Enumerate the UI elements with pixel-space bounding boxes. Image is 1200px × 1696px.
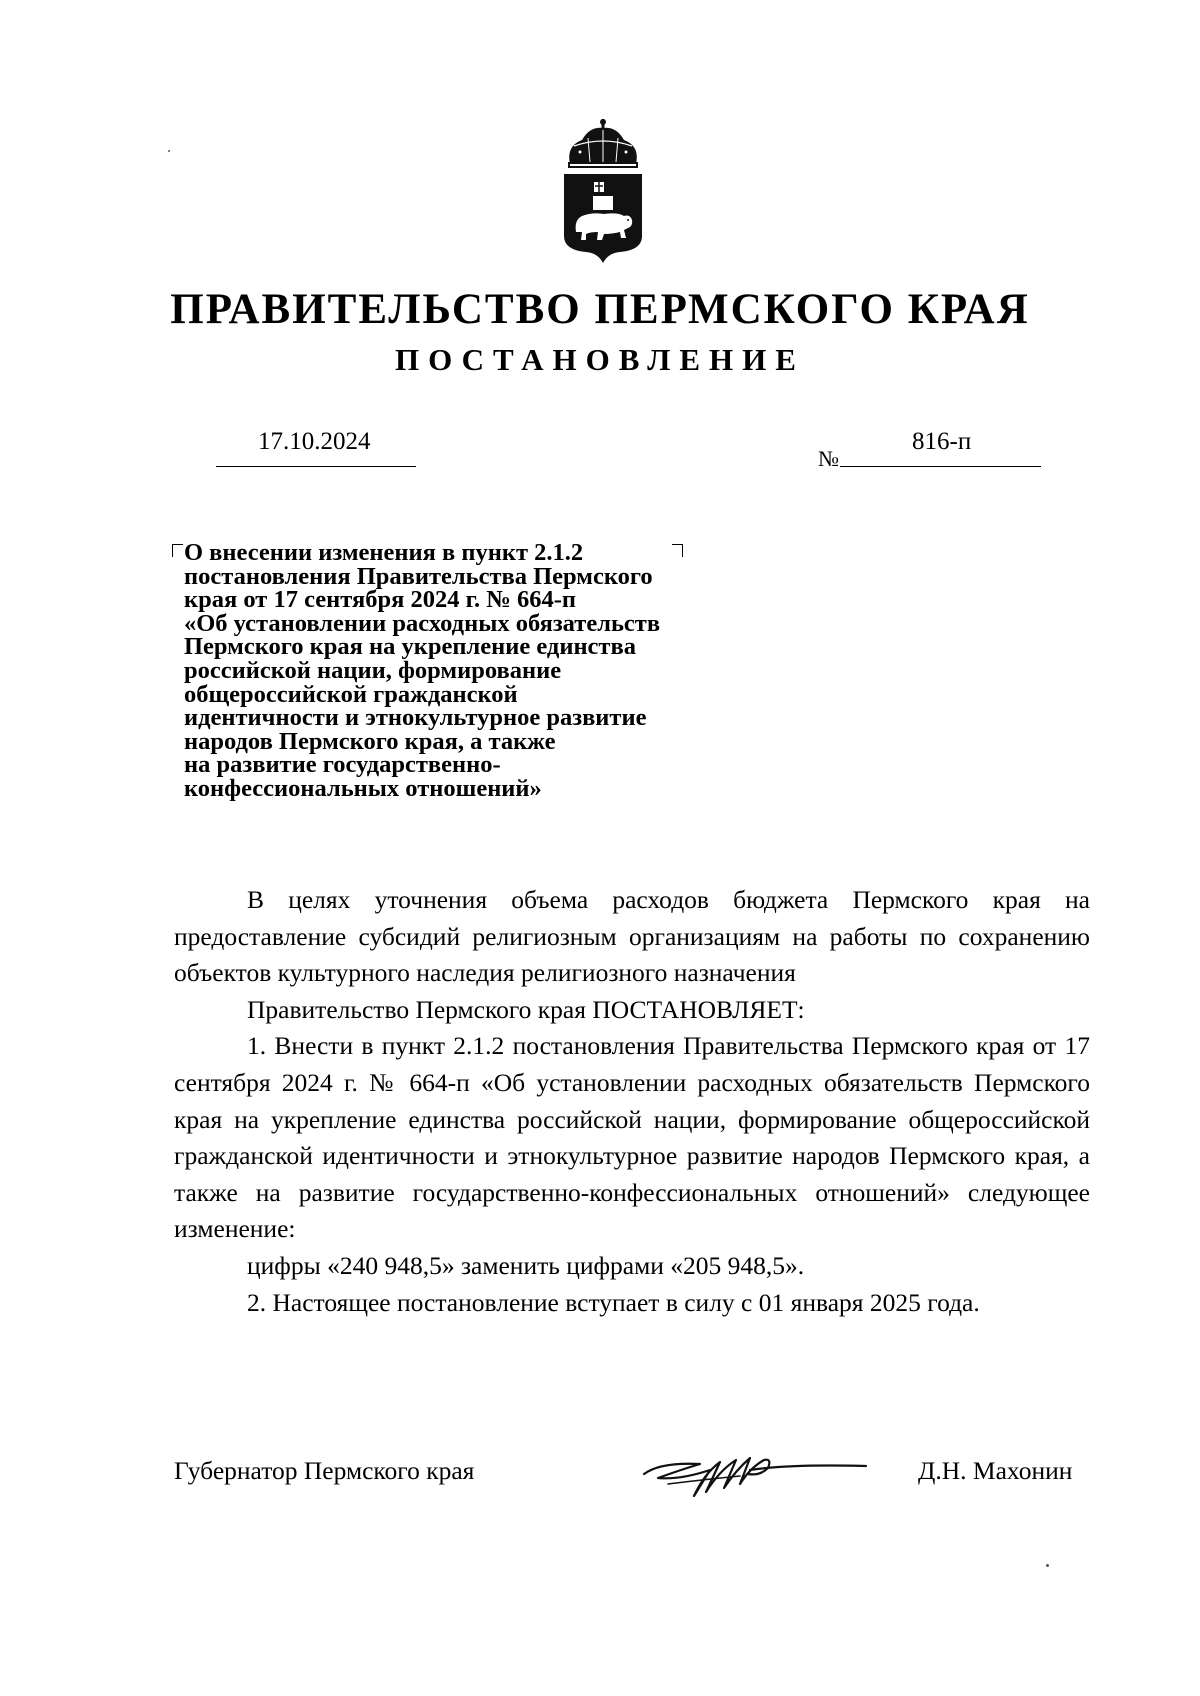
resolves-paragraph: Правительство Пермского края ПОСТАНОВЛЯЕТ:: [247, 994, 805, 1024]
signatory-position: Губернатор Пермского края: [174, 1456, 475, 1485]
subject-line: края от 17 сентября 2024 г. № 664-п: [184, 586, 576, 614]
subject-line: на развитие государственно-: [184, 751, 501, 779]
organization-title: ПРАВИТЕЛЬСТВО ПЕРМСКОГО КРАЯ: [170, 286, 1030, 333]
subject-line: постановления Правительства Пермского: [184, 562, 653, 590]
subject-line: Пермского края на укрепление единства: [184, 633, 636, 661]
document-body: [174, 882, 1090, 1321]
document-type: ПОСТАНОВЛЕНИЕ: [395, 342, 805, 377]
subject-line: конфессиональных отношений»: [184, 774, 542, 802]
number-underline: [840, 466, 1041, 467]
date-underline: [216, 466, 416, 467]
handwritten-signature: [640, 1440, 870, 1510]
perm-krai-coat-of-arms-icon: [560, 116, 646, 266]
subject-line: народов Пермского края, а также: [184, 727, 556, 755]
document-number: 816-п: [912, 428, 972, 455]
item-2-paragraph: 2. Настоящее постановление вступает в силу с 01 января 2025 года.: [247, 1287, 980, 1317]
item-1-change-paragraph: цифры «240 948,5» заменить цифрами «205 948,5».: [247, 1250, 805, 1280]
scan-speck: [168, 150, 170, 152]
item-1-paragraph: 1. Внести в пункт 2.1.2 постановления Правительства Пермского края от 17 сентября 2024 г. № 664-п «Об установлении расходных обязательств Пермского края на укрепление единства российской нации, формирование общероссийской гражданской идентичности и этнокультурное развитие народов Пермского края, а также на развитие государственно-конфессиональных отношений» следующее изменение:: [174, 1031, 1090, 1244]
signatory-name: Д.Н. Махонин: [918, 1456, 1073, 1485]
document-subject: [184, 541, 744, 801]
subject-line: идентичности и этнокультурное развитие: [184, 704, 647, 732]
document-date: 17.10.2024: [258, 428, 371, 455]
subject-line: «Об установлении расходных обязательств: [184, 609, 661, 637]
scan-speck: [1046, 1564, 1049, 1567]
subject-line: общероссийской гражданской: [184, 680, 518, 708]
subject-line: О внесении изменения в пункт 2.1.2: [184, 539, 584, 566]
number-sign: №: [818, 446, 839, 471]
subject-bracket-left: [172, 544, 183, 557]
subject-line: российской нации, формирование: [184, 656, 562, 684]
preamble-paragraph: В целях уточнения объема расходов бюджета Пермского края на предоставление субсидий религиозным организациям на работы по сохранению объектов культурного наследия религиозного назначения: [174, 885, 1090, 988]
